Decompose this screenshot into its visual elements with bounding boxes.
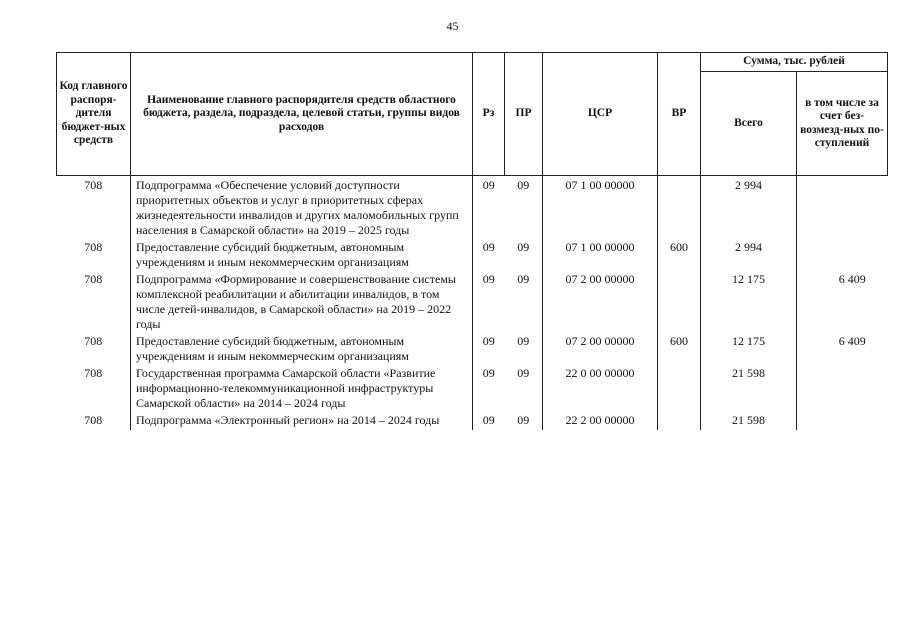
cell-free bbox=[797, 413, 888, 430]
cell-total: 21 598 bbox=[701, 366, 797, 413]
cell-pr: 09 bbox=[517, 178, 530, 192]
cell-csr: 07 1 00 00000 bbox=[543, 176, 658, 241]
budget-table bbox=[56, 52, 888, 430]
cell-name: Подпрограмма «Электронный регион» на 2014 – 2024 годы bbox=[131, 413, 473, 430]
cell-vr bbox=[658, 413, 701, 430]
header-name: Наименование главного распорядителя средств областного бюджета, раздела, подраздела, целевой статьи, группы видов расходов bbox=[131, 53, 473, 176]
cell-vr bbox=[658, 366, 701, 413]
header-free: в том числе за счет без-возмезд-ных по-ступлений bbox=[797, 72, 888, 176]
table-row bbox=[57, 413, 888, 430]
header-sum: Сумма, тыс. рублей bbox=[701, 53, 888, 72]
cell-code: 708 bbox=[57, 240, 131, 272]
cell-total: 2 994 bbox=[701, 176, 797, 241]
cell-pr: 09 bbox=[517, 240, 530, 254]
cell-rz: 09 bbox=[482, 178, 495, 192]
cell-csr: 07 2 00 00000 bbox=[543, 334, 658, 366]
cell-name: Подпрограмма «Обеспечение условий доступности приоритетных объектов и услуг в приоритетных сферах жизнедеятельности инвалидов и других маломобильных групп населения в Самарской области» на 2019 – 2025 годы bbox=[131, 176, 473, 241]
cell-total: 2 994 bbox=[701, 240, 797, 272]
cell-pr: 09 bbox=[517, 334, 530, 348]
cell-total: 21 598 bbox=[701, 413, 797, 430]
cell-code: 708 bbox=[57, 366, 131, 413]
cell-free: 6 409 bbox=[838, 334, 866, 348]
table-row bbox=[57, 272, 888, 334]
cell-code: 708 bbox=[57, 334, 131, 366]
cell-code: 708 bbox=[57, 272, 131, 334]
cell-total: 12 175 bbox=[701, 272, 797, 334]
cell-code: 708 bbox=[57, 413, 131, 430]
cell-free: 6 409 bbox=[838, 272, 866, 286]
header-code: Код главного распоря-дителя бюджет-ных средств bbox=[57, 53, 131, 176]
header-pr: ПР bbox=[505, 53, 543, 176]
table-row bbox=[57, 240, 888, 272]
header-vr: ВР bbox=[658, 53, 701, 176]
table-row bbox=[57, 176, 888, 241]
cell-rz: 09 bbox=[482, 366, 495, 380]
cell-rz: 09 bbox=[482, 272, 495, 286]
cell-csr: 07 2 00 00000 bbox=[543, 272, 658, 334]
cell-total: 12 175 bbox=[701, 334, 797, 366]
cell-code: 708 bbox=[57, 176, 131, 241]
cell-name: Государственная программа Самарской области «Развитие информационно-телекоммуникационной инфраструктуры Самарской области» на 2014 – 2024 годы bbox=[131, 366, 473, 413]
cell-rz: 09 bbox=[482, 240, 495, 254]
table-row bbox=[57, 334, 888, 366]
cell-free bbox=[797, 366, 888, 413]
table-row bbox=[57, 366, 888, 413]
cell-free bbox=[797, 240, 888, 272]
cell-csr: 07 1 00 00000 bbox=[543, 240, 658, 272]
cell-rz: 09 bbox=[482, 334, 495, 348]
cell-csr: 22 2 00 00000 bbox=[543, 413, 658, 430]
cell-csr: 22 0 00 00000 bbox=[543, 366, 658, 413]
cell-name: Подпрограмма «Формирование и совершенствование системы комплексной реабилитации и абилитации инвалидов, в том числе детей-инвалидов, в Самарской области» на 2019 – 2022 годы bbox=[131, 272, 473, 334]
header-csr: ЦСР bbox=[543, 53, 658, 176]
cell-name: Предоставление субсидий бюджетным, автономным учреждениям и иным некоммерческим организациям bbox=[131, 334, 473, 366]
header-rz: Рз bbox=[473, 53, 505, 176]
cell-pr: 09 bbox=[517, 413, 530, 427]
cell-rz: 09 bbox=[482, 413, 495, 427]
cell-vr bbox=[658, 272, 701, 334]
cell-pr: 09 bbox=[517, 272, 530, 286]
header-total: Всего bbox=[701, 72, 797, 176]
cell-name: Предоставление субсидий бюджетным, автономным учреждениям и иным некоммерческим организациям bbox=[131, 240, 473, 272]
cell-free bbox=[797, 176, 888, 241]
cell-vr bbox=[658, 176, 701, 241]
cell-pr: 09 bbox=[517, 366, 530, 380]
cell-vr: 600 bbox=[658, 240, 701, 272]
page-number: 45 bbox=[446, 19, 459, 33]
cell-vr: 600 bbox=[658, 334, 701, 366]
